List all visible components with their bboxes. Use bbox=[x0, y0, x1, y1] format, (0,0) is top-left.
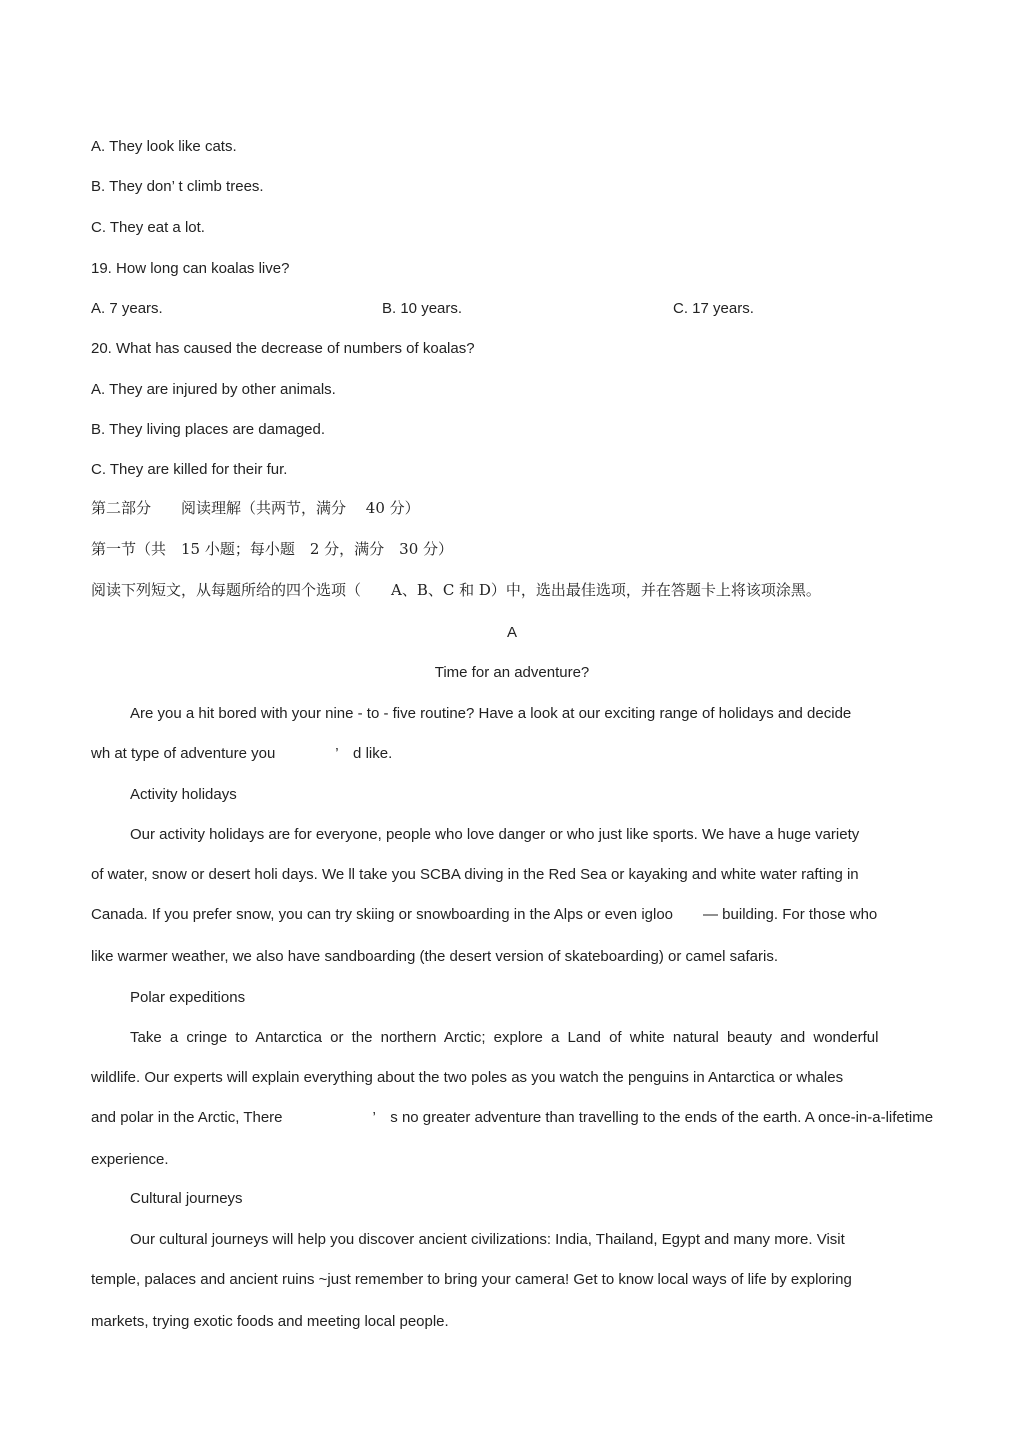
passage-line: Our cultural journeys will help you discover ancient civilizations: India, Thailand, Egypt and many more. Visit bbox=[130, 1231, 845, 1248]
q20-option-c: C. They are killed for their fur. bbox=[91, 461, 288, 478]
q19-option-c: C. 17 years. bbox=[673, 300, 754, 317]
subheading-activity-holidays: Activity holidays bbox=[130, 786, 237, 803]
q19-option-b: B. 10 years. bbox=[382, 300, 463, 317]
subheading-cultural-journeys: Cultural journeys bbox=[130, 1190, 243, 1207]
q18-option-b: B. They don’ t climb trees. bbox=[91, 178, 264, 195]
passage-line: wildlife. Our experts will explain everything about the two poles as you watch the penguins in Antarctica or whales bbox=[91, 1069, 844, 1086]
passage-line: markets, trying exotic foods and meeting local people. bbox=[91, 1313, 449, 1330]
passage-line: Take a cringe to Antarctica or the northern Arctic; explore a Land of white natural beauty and wonderful bbox=[130, 1029, 879, 1046]
q19-option-a: A. 7 years. bbox=[91, 300, 163, 317]
passage-line: like warmer weather, we also have sandboarding (the desert version of skateboarding) or camel safaris. bbox=[91, 948, 779, 965]
passage-line: Canada. If you prefer snow, you can try skiing or snowboarding in the Alps or even igloo — building. For those who bbox=[91, 906, 878, 923]
passage-line: wh at type of adventure you ’ d like. bbox=[91, 745, 393, 762]
subheading-polar-expeditions: Polar expeditions bbox=[130, 989, 246, 1006]
passage-label: A bbox=[506, 624, 517, 641]
q19-question: 19. How long can koalas live? bbox=[91, 260, 290, 277]
passage-line: experience. bbox=[91, 1151, 169, 1168]
part-title: 第二部分 阅读理解（共两节，满分 40 分） bbox=[91, 499, 420, 517]
q20-question: 20. What has caused the decrease of numbers of koalas? bbox=[91, 340, 475, 357]
passage-line: of water, snow or desert holi days. We ll take you SCBA diving in the Red Sea or kayaking and white water rafting in bbox=[91, 866, 859, 883]
q20-option-b: B. They living places are damaged. bbox=[91, 421, 326, 438]
q18-option-c: C. They eat a lot. bbox=[91, 219, 205, 236]
q18-option-a: A. They look like cats. bbox=[91, 138, 237, 155]
q20-option-a: A. They are injured by other animals. bbox=[91, 381, 336, 398]
passage-line: Our activity holidays are for everyone, people who love danger or who just like sports. We have a huge variety bbox=[130, 826, 860, 843]
passage-line: and polar in the Arctic, There ’ s no greater adventure than travelling to the ends of the earth. A once-in-a-lifetime bbox=[91, 1109, 934, 1126]
instructions: 阅读下列短文，从每题所给的四个选项（ A、B、C 和 D）中，选出最佳选项，并在答题卡上将该项涂黑。 bbox=[91, 581, 821, 599]
passage-line: temple, palaces and ancient ruins ~just remember to bring your camera! Get to know local ways of life by exploring bbox=[91, 1271, 852, 1288]
passage-line: Are you a hit bored with your nine - to - five routine? Have a look at our exciting range of holidays and decide bbox=[130, 705, 852, 722]
passage-title: Time for an adventure? bbox=[434, 664, 590, 681]
section-title: 第一节（共 15 小题；每小题 2 分，满分 30 分） bbox=[91, 540, 454, 558]
